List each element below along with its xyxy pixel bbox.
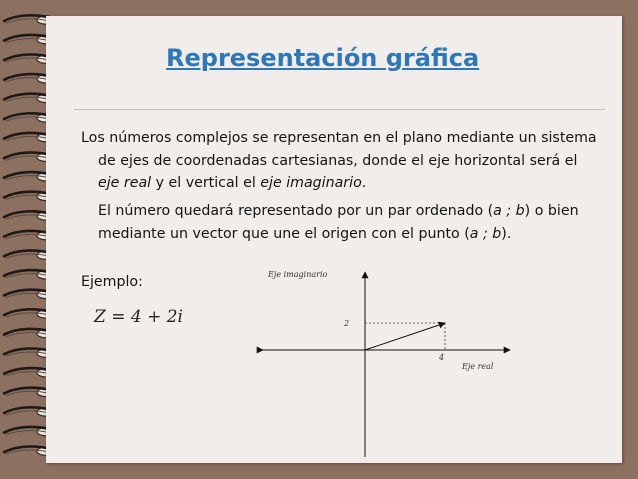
z-vector — [365, 323, 445, 350]
imag-axis-label: Eje imaginario — [268, 270, 328, 279]
slide-title: Representación gráfica — [166, 44, 480, 72]
b-tick-label: 2 — [344, 319, 350, 328]
complex-plane-diagram — [255, 262, 525, 462]
intro-line-2: de ejes de coordenadas cartesianas, donde el eje horizontal será el — [98, 152, 578, 169]
paragraph-intro — [81, 127, 611, 195]
example-label: Ejemplo: — [81, 274, 143, 290]
intro-line-3: eje real y el vertical el eje imaginario. — [98, 175, 367, 191]
real-axis-label: Eje real — [462, 362, 494, 371]
pair-line-2: mediante un vector que une el origen con el punto (a ; b). — [98, 225, 512, 242]
intro-line-1: Los números complejos se representan en el plano mediante un sistema — [81, 130, 597, 146]
pair-line-1: El número quedará representado por un par ordenado (a ; b) o bien — [98, 203, 579, 219]
title-divider — [74, 109, 605, 110]
a-tick-label: 4 — [439, 353, 445, 362]
example-formula: Z = 4 + 2i — [94, 307, 183, 327]
eje-real-term: eje real — [98, 175, 152, 191]
paragraph-pair — [81, 200, 611, 245]
eje-imaginario-term: eje imaginario — [260, 175, 362, 191]
